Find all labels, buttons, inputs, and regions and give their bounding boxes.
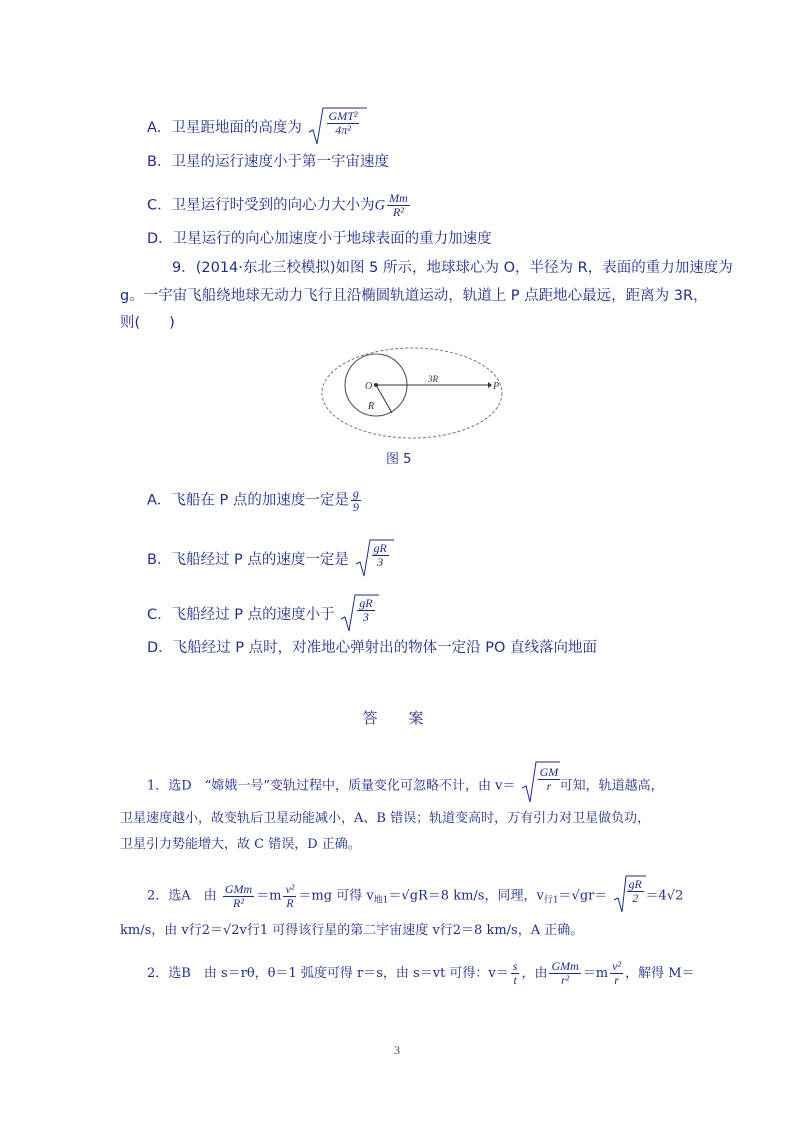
numerator: gR [359, 596, 373, 610]
numerator: Mm [389, 191, 408, 205]
numerator: g [352, 486, 359, 500]
option-8a [147, 108, 367, 148]
orbit-figure [318, 345, 508, 441]
label-R: R [368, 401, 375, 412]
option-9c [147, 595, 379, 635]
option-9c-text: C．飞船经过 P 点的速度小于 [147, 607, 335, 623]
constant-G: G [374, 197, 386, 214]
fraction [351, 487, 361, 514]
option-9b-text: B．飞船经过 P 点的速度一定是 [147, 552, 349, 568]
denominator: 4π² [335, 123, 351, 137]
option-8a-text: A．卫星距地面的高度为 [147, 120, 302, 136]
option-9a [147, 487, 363, 514]
label-3R: 3R [428, 374, 438, 384]
denominator: 3 [362, 610, 369, 624]
denominator: R² [233, 895, 244, 910]
figure-caption: 图 5 [386, 452, 412, 467]
fraction [511, 960, 520, 987]
denominator: 9 [352, 500, 359, 514]
answers-heading: 答 案 [362, 709, 432, 727]
numerator: v² [612, 959, 622, 973]
numerator: s [512, 959, 518, 973]
page-number: 3 [394, 1043, 400, 1057]
denominator: 3 [377, 555, 384, 569]
fraction [538, 766, 561, 793]
answer-1-text-tail: 可知，轨道越高， [559, 778, 664, 794]
denominator: R [286, 895, 294, 910]
sqrt-sign [339, 593, 379, 633]
option-9a-text: A．飞船在 P 点的加速度一定是 [147, 492, 349, 509]
answer-1-text: 1．选D “嫦娥一号”变轨过程中，质量变化可忽略不计，由 v＝ [147, 778, 516, 794]
fraction [610, 960, 623, 987]
fraction [549, 960, 580, 987]
fraction [627, 878, 644, 905]
option-8b: B．卫星的运行速度小于第一宇宙速度 [147, 154, 389, 170]
numerator: GMm [224, 881, 253, 896]
question-9-line1: 9．(2014·东北三校模拟)如图 5 所示，地球球心为 O，半径为 R，表面的重力加速度为 [172, 260, 733, 276]
answer-2-end: ＝4√2 [645, 888, 684, 904]
fraction [387, 192, 410, 219]
elliptical-orbit [322, 348, 502, 438]
fraction [283, 883, 296, 910]
sqrt-sign [612, 874, 646, 914]
answer-2-line2: km/s，由 v行2＝√2v行1 可得该行星的第二宇宙速度 v行2＝8 km/s，A 正确。 [120, 923, 584, 938]
equals-m: ＝m [256, 888, 282, 904]
denominator: r [546, 779, 552, 793]
answer-2-mid3: ＝√gr＝ [558, 888, 608, 904]
answer-1-line2: 卫星速度越小，故变轨后卫星动能减小，A、B 错误；轨道变高时，万有引力对卫星做负功， [120, 811, 651, 826]
fraction [223, 883, 254, 910]
denominator: t [513, 973, 517, 987]
radius-line [376, 385, 392, 413]
numerator: GMT² [328, 109, 358, 123]
equals-m: ＝m [582, 966, 609, 981]
fraction [357, 597, 374, 624]
numerator: gR [373, 541, 387, 555]
sqrt-sign [520, 760, 560, 804]
subscript: 行1 [543, 895, 559, 906]
answer-3-text: 2．选B 由 s＝rθ，θ＝1 弧度可得 r＝s，由 s＝vt 可得：v＝ [147, 966, 509, 981]
option-8c [147, 192, 412, 219]
answer-2-text: 2．选A 由 [147, 888, 217, 904]
option-9d: D．飞船经过 P 点时，对准地心弹射出的物体一定沿 PO 直线落向地面 [147, 640, 598, 656]
answer-2-mid2: ＝√gR＝8 km/s，同理，v [388, 888, 544, 904]
question-9-line2: g。一宇宙飞船绕地球无动力飞行且沿椭圆轨道运动，轨道上 P 点距地心最远，距离为 3R， [120, 288, 708, 304]
answer-3-line1 [147, 960, 695, 987]
option-8c-text: C．卫星运行时受到的向心力大小为 [147, 197, 375, 214]
fraction [372, 542, 389, 569]
denominator: 2 [632, 891, 639, 905]
answer-1-line3: 卫星引力势能增大，故 C 错误，D 正确。 [120, 837, 361, 852]
denominator: r² [560, 973, 570, 987]
numerator: GMm [551, 959, 579, 973]
answer-1-line1 [147, 764, 664, 808]
option-9b [147, 540, 394, 580]
label-P: P [493, 381, 500, 392]
denominator: r [614, 973, 619, 987]
option-8d: D．卫星运行的向心加速度小于地球表面的重力加速度 [147, 231, 492, 247]
answer-3-mid: ，由 [521, 966, 548, 981]
denominator: R² [392, 205, 404, 219]
numerator: v² [285, 881, 295, 896]
sqrt-sign [354, 538, 394, 578]
question-9-line3: 则( ) [120, 315, 175, 331]
numerator: GM [539, 765, 559, 779]
answer-2-line1 [147, 876, 683, 916]
answer-3-end: ，解得 M＝ [625, 966, 695, 981]
sqrt-sign [307, 106, 367, 146]
arrow-head [488, 382, 492, 388]
label-O: O [365, 381, 373, 392]
answer-2-mid: ＝mg 可得 v [298, 888, 374, 904]
fraction [327, 110, 360, 137]
subscript: 地1 [373, 895, 389, 906]
numerator: gR [628, 877, 642, 891]
